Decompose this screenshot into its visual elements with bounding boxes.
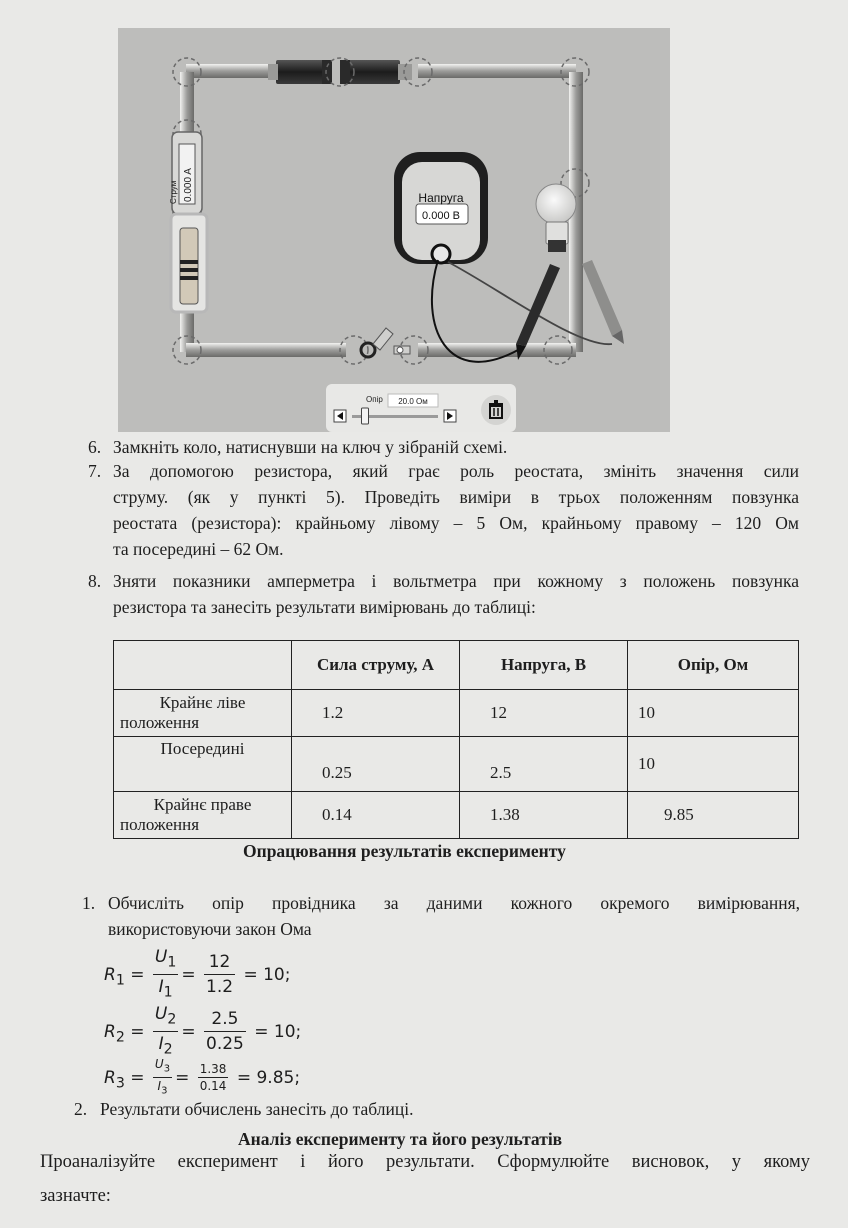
formula-numerator: 12 bbox=[204, 950, 235, 975]
processing-item-1-line-1: Обчисліть опір провідника за даними кожного окремого вимірювання, bbox=[108, 893, 800, 913]
wire-top-left bbox=[186, 64, 276, 78]
ammeter-reading: 0.000 A bbox=[183, 168, 194, 202]
table-row bbox=[114, 737, 799, 792]
analysis-line-2: зазначте: bbox=[40, 1186, 111, 1206]
resistor[interactable] bbox=[171, 214, 207, 312]
formula-r-symbol: R bbox=[104, 964, 116, 985]
voltmeter-reading: 0.000 В bbox=[422, 210, 460, 222]
resistance-label: Опір bbox=[366, 395, 383, 404]
arrow-left-icon[interactable] bbox=[334, 410, 346, 422]
row-label bbox=[114, 737, 292, 792]
arrow-right-icon[interactable] bbox=[444, 410, 456, 422]
fraction-u-i bbox=[153, 945, 178, 1005]
battery-1[interactable] bbox=[268, 60, 332, 84]
step-7-line-2: струму. (як у пункті 5). Проведіть виміри в трьох положенням повзунка bbox=[113, 487, 799, 507]
cell-current: 1.2 bbox=[292, 690, 460, 737]
fraction-u-i bbox=[153, 1002, 178, 1062]
analysis-line-1: Проаналізуйте експеримент і його результати. Сформулюйте висновок, у якому bbox=[40, 1152, 810, 1172]
formula-result: = 9.85; bbox=[236, 1067, 301, 1088]
probe-red[interactable] bbox=[582, 260, 624, 344]
cell-voltage: 1.38 bbox=[460, 792, 628, 839]
step-8-line-2: резистора та занесіть результати вимірювань до таблиці: bbox=[113, 597, 536, 617]
formula-i-symbol: I bbox=[158, 1034, 164, 1055]
formula-u-symbol: U bbox=[154, 947, 168, 967]
formula-denominator: 0.14 bbox=[199, 1079, 227, 1094]
cell-current: 0.14 bbox=[292, 792, 460, 839]
formula-denominator: 1.2 bbox=[206, 977, 234, 998]
wire-bottom-right bbox=[418, 343, 576, 357]
formula-i-sub: 2 bbox=[163, 1041, 173, 1058]
ammeter-label: Струм bbox=[169, 180, 178, 204]
formula-r-symbol: R bbox=[104, 1067, 116, 1088]
formula-u-sub: 2 bbox=[167, 1011, 177, 1028]
wire-bottom-left bbox=[186, 343, 346, 357]
cell-resistance: 9.85 bbox=[628, 792, 799, 839]
trash-icon[interactable] bbox=[481, 395, 511, 425]
step-7-line-1: За допомогою резистора, який грає роль реостата, змініть значення сили bbox=[113, 461, 799, 481]
processing-item-2-number: 2. bbox=[74, 1099, 88, 1119]
processing-item-1-number: 1. bbox=[82, 893, 96, 913]
formula-result: = 10; bbox=[254, 1021, 302, 1042]
table-header-current: Сила струму, А bbox=[292, 641, 460, 690]
step-6-text: Замкніть коло, натиснувши на ключ у зібраній схемі. bbox=[113, 437, 508, 457]
row-label-line-1: Посередині bbox=[160, 739, 245, 758]
voltmeter[interactable] bbox=[394, 152, 488, 264]
formula-r1: $R_1$ = $\frac{U_1}{I_1}$ = $\frac{12}{1.2}$ = 10; bbox=[104, 945, 290, 1005]
formula-u-symbol: U bbox=[154, 1004, 168, 1024]
cell-voltage: 2.5 bbox=[460, 737, 628, 792]
circuit-diagram bbox=[118, 28, 670, 432]
table-row bbox=[114, 792, 799, 839]
step-7-line-4: та посередині – 62 Ом. bbox=[113, 539, 284, 559]
cell-resistance: 10 bbox=[628, 737, 799, 792]
formula-i-symbol: I bbox=[158, 977, 164, 998]
resistance-slider-thumb[interactable] bbox=[362, 408, 369, 424]
formula-r-symbol: R bbox=[104, 1021, 116, 1042]
formula-u-symbol: U bbox=[154, 1057, 164, 1071]
step-7-line-3: реостата (резистора): крайньому лівому – 5 Ом, крайньому правому – 120 Ом bbox=[113, 513, 799, 533]
formula-numerator: 2.5 bbox=[204, 1007, 246, 1032]
step-8-number: 8. bbox=[88, 571, 102, 591]
row-label-line-1: Крайнє праве bbox=[153, 795, 252, 814]
formula-i-sub: 1 bbox=[163, 984, 173, 1001]
formula-u-sub: 3 bbox=[163, 1063, 171, 1075]
fraction-u-i bbox=[153, 1056, 172, 1100]
cell-current: 0.25 bbox=[292, 737, 460, 792]
formula-u-sub: 1 bbox=[167, 954, 177, 971]
formula-i-symbol: I bbox=[157, 1079, 162, 1094]
table-header-empty bbox=[114, 641, 292, 690]
analysis-title: Аналіз експерименту та його результатів bbox=[238, 1129, 563, 1149]
table-header-voltage: Напруга, В bbox=[460, 641, 628, 690]
resistance-value: 20.0 Ом bbox=[398, 397, 428, 406]
step-6-number: 6. bbox=[88, 437, 102, 457]
circuit-simulation bbox=[118, 28, 670, 432]
row-label bbox=[114, 792, 292, 839]
fraction-values bbox=[198, 1061, 229, 1094]
step-8-line-1: Зняти показники амперметра і вольтметра при кожному з положень повзунка bbox=[113, 571, 799, 591]
step-7-number: 7. bbox=[88, 461, 102, 481]
fraction-values bbox=[204, 950, 235, 999]
formula-i-sub: 3 bbox=[161, 1085, 168, 1097]
results-table bbox=[113, 640, 799, 839]
processing-item-2-text: Результати обчислень занесіть до таблиці. bbox=[100, 1099, 414, 1119]
formula-r-sub: 1 bbox=[115, 972, 125, 989]
formula-r-sub: 2 bbox=[115, 1029, 125, 1046]
cell-voltage: 12 bbox=[460, 690, 628, 737]
formula-numerator: 1.38 bbox=[199, 1062, 227, 1077]
row-label-line-1: Крайнє ліве bbox=[159, 693, 246, 712]
cell-resistance: 10 bbox=[628, 690, 799, 737]
table-header-resistance: Опір, Ом bbox=[628, 641, 799, 690]
formula-r2: $R_2$ = $\frac{U_2}{I_2}$ = $\frac{2.5}{0.25}$ = 10; bbox=[104, 1002, 301, 1062]
table-row bbox=[114, 690, 799, 737]
table-header-row bbox=[114, 641, 799, 690]
voltmeter-label: Напруга bbox=[418, 191, 464, 205]
formula-denominator: 0.25 bbox=[206, 1034, 244, 1055]
row-label-line-2: положення bbox=[120, 815, 200, 834]
processing-title: Опрацювання результатів експерименту bbox=[243, 841, 566, 861]
formula-r3: $R_3$ = $\frac{U_3}{I_3}$ = $\frac{1.38}{0.14}$ = 9.85; bbox=[104, 1056, 300, 1100]
formula-r-sub: 3 bbox=[115, 1075, 125, 1092]
processing-item-1-line-2: використовуючи закон Ома bbox=[108, 919, 312, 939]
fraction-values bbox=[204, 1007, 246, 1056]
row-label bbox=[114, 690, 292, 737]
formula-result: = 10; bbox=[243, 964, 291, 985]
row-label-line-2: положення bbox=[120, 713, 200, 732]
wire-top-right bbox=[418, 64, 576, 78]
